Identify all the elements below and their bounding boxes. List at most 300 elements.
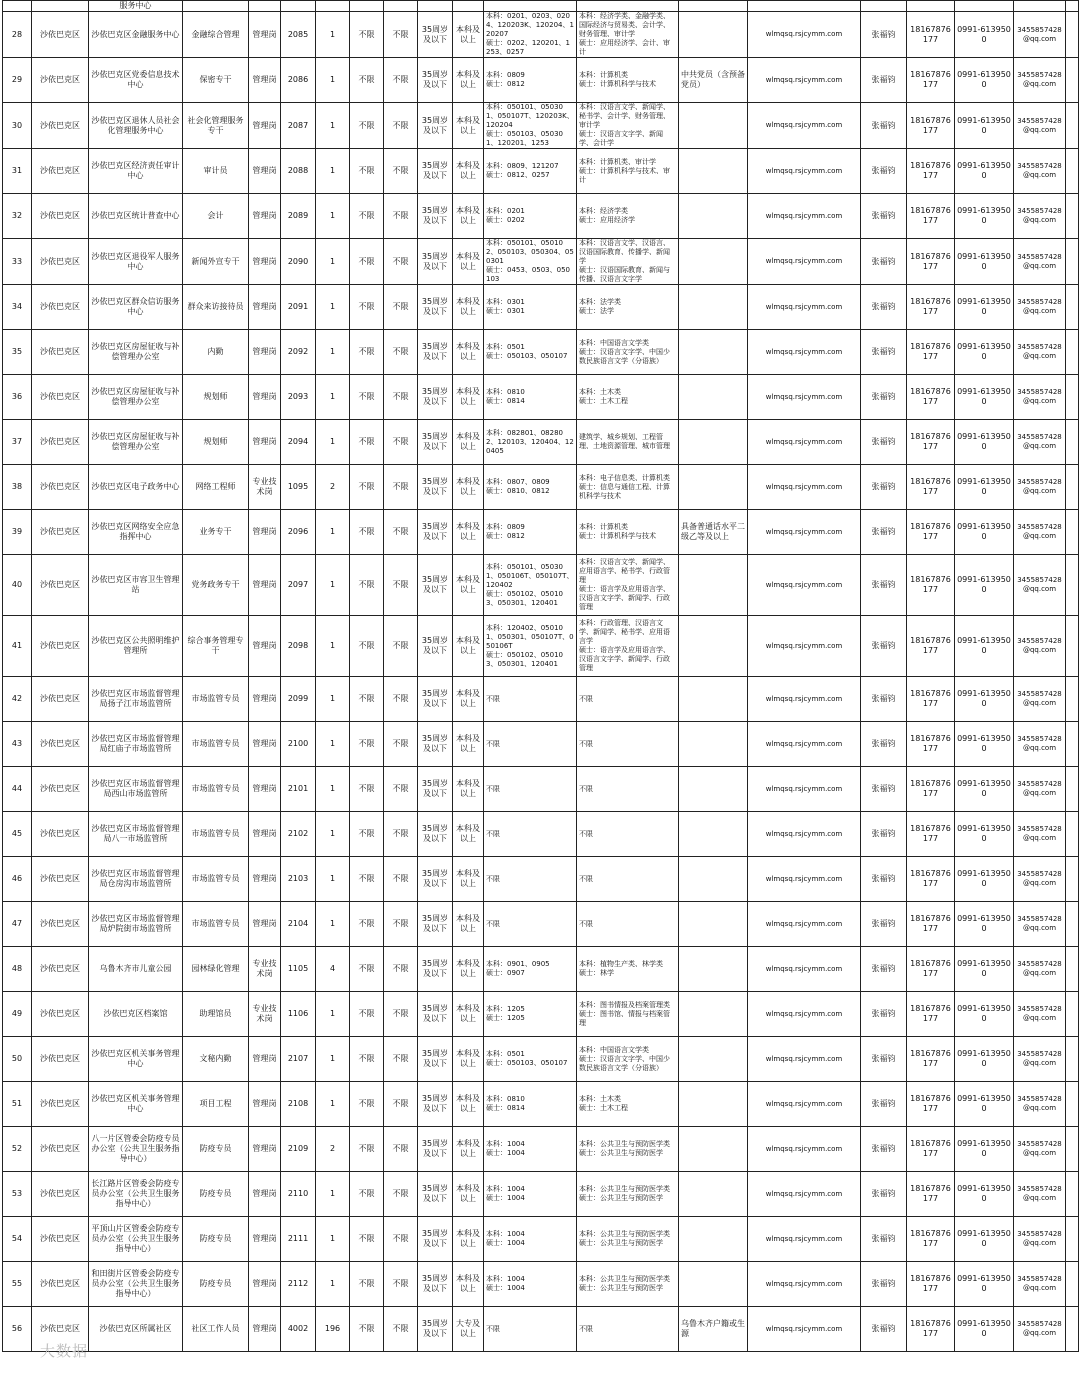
phone-cell: 0991-6139500 [955, 1082, 1014, 1127]
requirement-cell: 不限 [350, 510, 384, 555]
mobile-cell: 18167876177 [907, 1217, 955, 1262]
qq-email-cell: 3455857428@qq.com [1014, 947, 1066, 992]
mobile-cell: 18167876177 [907, 12, 955, 58]
major-code-cell: 不限 [484, 722, 577, 767]
phone-cell: 0991-6139500 [955, 285, 1014, 330]
post-code-cell: 2090 [281, 239, 316, 285]
age-cell: 35周岁及以下 [418, 1217, 453, 1262]
requirement-cell: 不限 [384, 465, 418, 510]
post-code-cell: 4002 [281, 1307, 316, 1352]
major-code-cell: 本科：0301 硕士：0301 [484, 285, 577, 330]
mobile-cell: 18167876177 [907, 722, 955, 767]
qq-email-cell: 3455857428@qq.com [1014, 722, 1066, 767]
post-type-cell: 管理岗 [249, 616, 281, 677]
post-type-cell: 管理岗 [249, 1172, 281, 1217]
edge-cell [1066, 767, 1079, 812]
post-cell: 防疫专员 [183, 1262, 249, 1307]
contact-cell: 张福钧 [861, 1217, 907, 1262]
headcount-cell: 1 [316, 103, 350, 149]
row-number: 30 [3, 103, 32, 149]
contact-cell: 张福钧 [861, 902, 907, 947]
requirement-cell: 不限 [350, 239, 384, 285]
education-cell: 本科及以上 [453, 1262, 484, 1307]
major-code-cell: 不限 [484, 812, 577, 857]
major-code-cell: 不限 [484, 677, 577, 722]
post-type-cell: 管理岗 [249, 12, 281, 58]
requirement-cell: 不限 [384, 58, 418, 103]
mobile-cell: 18167876177 [907, 58, 955, 103]
headcount-cell: 1 [316, 1217, 350, 1262]
edge-cell [1066, 1262, 1079, 1307]
unit-cell: 沙依巴克区市场监督管理局扬子江市场监管所 [89, 677, 183, 722]
requirement-cell: 不限 [350, 194, 384, 239]
row-number: 40 [3, 555, 32, 616]
table-row [3, 194, 1079, 239]
education-cell: 本科及以上 [453, 616, 484, 677]
major-name-cell: 本科：电子信息类、计算机类 硕士：信息与通信工程、计算机科学与技术 [577, 465, 679, 510]
area-cell: 沙依巴克区 [32, 1082, 89, 1127]
qq-email-cell: 3455857428@qq.com [1014, 1307, 1066, 1352]
requirement-cell: 不限 [350, 812, 384, 857]
area-cell: 沙依巴克区 [32, 1217, 89, 1262]
contact-cell: 张福钧 [861, 767, 907, 812]
education-cell: 本科及以上 [453, 677, 484, 722]
area-cell: 沙依巴克区 [32, 1127, 89, 1172]
headcount-cell: 1 [316, 510, 350, 555]
major-name-cell: 本科：图书情报及档案管理类 硕士：图书馆、情报与档案管理 [577, 992, 679, 1037]
requirement-cell: 不限 [384, 722, 418, 767]
requirement-cell: 不限 [384, 947, 418, 992]
post-type-cell: 管理岗 [249, 285, 281, 330]
post-code-cell: 2094 [281, 420, 316, 465]
table-row [3, 767, 1079, 812]
table-row [3, 1262, 1079, 1307]
post-type-cell: 管理岗 [249, 812, 281, 857]
contact-cell: 张福钧 [861, 1082, 907, 1127]
post-type-cell: 专业技术岗 [249, 465, 281, 510]
post-code-cell: 2089 [281, 194, 316, 239]
phone-cell: 0991-6139500 [955, 510, 1014, 555]
contact-cell: 张福钧 [861, 677, 907, 722]
major-name-cell: 本科：公共卫生与预防医学类 硕士：公共卫生与预防医学 [577, 1172, 679, 1217]
qq-email-cell: 3455857428@qq.com [1014, 767, 1066, 812]
age-cell: 35周岁及以下 [418, 902, 453, 947]
area-cell: 沙依巴克区 [32, 1307, 89, 1352]
table-row [3, 58, 1079, 103]
contact-cell: 张福钧 [861, 616, 907, 677]
post-cell: 社区工作人员 [183, 1307, 249, 1352]
contact-cell: 张福钧 [861, 103, 907, 149]
qq-email-cell: 3455857428@qq.com [1014, 285, 1066, 330]
post-code-cell: 2110 [281, 1172, 316, 1217]
post-cell: 群众来访接待员 [183, 285, 249, 330]
mobile-cell: 18167876177 [907, 149, 955, 194]
post-cell: 防疫专员 [183, 1217, 249, 1262]
headcount-cell: 1 [316, 812, 350, 857]
email-cell: wlmqsq.rsjcymm.com [748, 465, 861, 510]
post-cell: 网络工程师 [183, 465, 249, 510]
other-requirement-cell [679, 149, 748, 194]
post-type-cell: 管理岗 [249, 239, 281, 285]
area-cell: 沙依巴克区 [32, 767, 89, 812]
post-type-cell: 管理岗 [249, 1037, 281, 1082]
requirement-cell: 不限 [350, 555, 384, 616]
headcount-cell: 1 [316, 902, 350, 947]
table-row [3, 1127, 1079, 1172]
row-number: 44 [3, 767, 32, 812]
requirement-cell: 不限 [384, 420, 418, 465]
headcount-cell: 1 [316, 1082, 350, 1127]
requirement-cell: 不限 [384, 812, 418, 857]
major-name-cell: 本科：计算机类 硕士：计算机科学与技术 [577, 510, 679, 555]
requirement-cell: 不限 [384, 149, 418, 194]
area-cell: 沙依巴克区 [32, 149, 89, 194]
table-row [3, 465, 1079, 510]
edge-cell [1066, 375, 1079, 420]
edge-cell [1066, 1037, 1079, 1082]
phone-cell: 0991-6139500 [955, 902, 1014, 947]
other-requirement-cell [679, 812, 748, 857]
unit-cell: 沙依巴克区所属社区 [89, 1307, 183, 1352]
email-cell: wlmqsq.rsjcymm.com [748, 1262, 861, 1307]
education-cell: 本科及以上 [453, 1172, 484, 1217]
email-cell: wlmqsq.rsjcymm.com [748, 677, 861, 722]
post-cell: 市场监管专员 [183, 812, 249, 857]
major-code-cell: 不限 [484, 1307, 577, 1352]
age-cell: 35周岁及以下 [418, 285, 453, 330]
major-name-cell: 本科：土木类 硕士：土木工程 [577, 1082, 679, 1127]
mobile-cell: 18167876177 [907, 1307, 955, 1352]
email-cell: wlmqsq.rsjcymm.com [748, 375, 861, 420]
unit-cell: 沙依巴克区公共照明维护管理所 [89, 616, 183, 677]
major-code-cell: 本科：1004 硕士：1004 [484, 1262, 577, 1307]
requirement-cell: 不限 [384, 902, 418, 947]
email-cell: wlmqsq.rsjcymm.com [748, 616, 861, 677]
post-cell: 防疫专员 [183, 1172, 249, 1217]
major-code-cell: 本科：0810 硕士：0814 [484, 1082, 577, 1127]
other-requirement-cell [679, 1172, 748, 1217]
post-type-cell: 管理岗 [249, 1217, 281, 1262]
requirement-cell: 不限 [384, 194, 418, 239]
contact-cell: 张福钧 [861, 1172, 907, 1217]
edge-cell [1066, 58, 1079, 103]
row-number: 50 [3, 1037, 32, 1082]
requirement-cell: 不限 [384, 992, 418, 1037]
education-cell: 本科及以上 [453, 902, 484, 947]
requirement-cell: 不限 [350, 1307, 384, 1352]
education-cell: 本科及以上 [453, 12, 484, 58]
post-code-cell: 2104 [281, 902, 316, 947]
table-row [3, 239, 1079, 285]
other-requirement-cell [679, 103, 748, 149]
area-cell: 沙依巴克区 [32, 555, 89, 616]
edge-cell [1066, 947, 1079, 992]
unit-cell: 长江路片区管委会防疫专员办公室（公共卫生服务指导中心） [89, 1172, 183, 1217]
unit-cell: 沙依巴克区经济责任审计中心 [89, 149, 183, 194]
education-cell: 本科及以上 [453, 555, 484, 616]
major-code-cell: 不限 [484, 902, 577, 947]
other-requirement-cell [679, 767, 748, 812]
area-cell: 沙依巴克区 [32, 992, 89, 1037]
qq-email-cell: 3455857428@qq.com [1014, 1262, 1066, 1307]
education-cell: 本科及以上 [453, 103, 484, 149]
email-cell: wlmqsq.rsjcymm.com [748, 103, 861, 149]
major-code-cell: 本科：1004 硕士：1004 [484, 1217, 577, 1262]
mobile-cell: 18167876177 [907, 420, 955, 465]
other-requirement-cell [679, 1217, 748, 1262]
headcount-cell: 1 [316, 330, 350, 375]
unit-cell: 沙依巴克区机关事务管理中心 [89, 1082, 183, 1127]
other-requirement-cell [679, 722, 748, 767]
row-number: 47 [3, 902, 32, 947]
requirement-cell: 不限 [384, 1307, 418, 1352]
contact-cell: 张福钧 [861, 1262, 907, 1307]
other-requirement-cell [679, 420, 748, 465]
post-type-cell: 管理岗 [249, 1307, 281, 1352]
post-code-cell: 2112 [281, 1262, 316, 1307]
phone-cell: 0991-6139500 [955, 812, 1014, 857]
email-cell: wlmqsq.rsjcymm.com [748, 1037, 861, 1082]
major-code-cell: 本科：0809 硕士：0812 [484, 58, 577, 103]
mobile-cell: 18167876177 [907, 992, 955, 1037]
post-type-cell: 管理岗 [249, 510, 281, 555]
headcount-cell: 1 [316, 555, 350, 616]
major-code-cell: 不限 [484, 767, 577, 812]
requirement-cell: 不限 [350, 767, 384, 812]
post-cell: 助理馆员 [183, 992, 249, 1037]
post-cell: 文秘内勤 [183, 1037, 249, 1082]
unit-cell: 沙依巴克区房屋征收与补偿管理办公室 [89, 420, 183, 465]
post-cell: 内勤 [183, 330, 249, 375]
other-requirement-cell: 乌鲁木齐户籍或生源 [679, 1307, 748, 1352]
phone-cell: 0991-6139500 [955, 103, 1014, 149]
contact-cell: 张福钧 [861, 285, 907, 330]
major-code-cell: 本科：1004 硕士：1004 [484, 1172, 577, 1217]
table-row [3, 1037, 1079, 1082]
contact-cell: 张福钧 [861, 194, 907, 239]
area-cell: 沙依巴克区 [32, 420, 89, 465]
unit-cell: 沙依巴克区退休人员社会化管理服务中心 [89, 103, 183, 149]
contact-cell: 张福钧 [861, 375, 907, 420]
phone-cell: 0991-6139500 [955, 616, 1014, 677]
contact-cell: 张福钧 [861, 330, 907, 375]
post-type-cell: 管理岗 [249, 1082, 281, 1127]
qq-email-cell: 3455857428@qq.com [1014, 149, 1066, 194]
post-code-cell: 2092 [281, 330, 316, 375]
edge-cell [1066, 420, 1079, 465]
qq-email-cell: 3455857428@qq.com [1014, 857, 1066, 902]
table-row [3, 1082, 1079, 1127]
post-type-cell: 管理岗 [249, 58, 281, 103]
unit-cell: 沙依巴克区金融服务中心 [89, 12, 183, 58]
phone-cell: 0991-6139500 [955, 58, 1014, 103]
email-cell: wlmqsq.rsjcymm.com [748, 58, 861, 103]
email-cell: wlmqsq.rsjcymm.com [748, 420, 861, 465]
email-cell: wlmqsq.rsjcymm.com [748, 857, 861, 902]
education-cell: 本科及以上 [453, 1082, 484, 1127]
requirement-cell: 不限 [384, 1172, 418, 1217]
table-row [3, 330, 1079, 375]
row-number: 41 [3, 616, 32, 677]
row-number: 34 [3, 285, 32, 330]
post-code-cell: 2093 [281, 375, 316, 420]
post-cell: 园林绿化管理 [183, 947, 249, 992]
post-type-cell: 管理岗 [249, 722, 281, 767]
headcount-cell: 2 [316, 1127, 350, 1172]
requirement-cell: 不限 [350, 149, 384, 194]
headcount-cell: 1 [316, 677, 350, 722]
post-cell: 保密专干 [183, 58, 249, 103]
table-row [3, 510, 1079, 555]
other-requirement-cell [679, 857, 748, 902]
major-code-cell: 本科：0810 硕士：0814 [484, 375, 577, 420]
major-name-cell: 本科：公共卫生与预防医学类 硕士：公共卫生与预防医学 [577, 1217, 679, 1262]
age-cell: 35周岁及以下 [418, 992, 453, 1037]
unit-cell: 沙依巴克区市场监督管理局西山市场监管所 [89, 767, 183, 812]
table-row [3, 616, 1079, 677]
post-cell: 综合事务管理专干 [183, 616, 249, 677]
mobile-cell: 18167876177 [907, 510, 955, 555]
age-cell: 35周岁及以下 [418, 194, 453, 239]
other-requirement-cell [679, 555, 748, 616]
contact-cell: 张福钧 [861, 12, 907, 58]
edge-cell [1066, 616, 1079, 677]
requirement-cell: 不限 [384, 857, 418, 902]
major-name-cell: 本科：植物生产类、林学类 硕士：林学 [577, 947, 679, 992]
age-cell: 35周岁及以下 [418, 375, 453, 420]
post-code-cell: 1106 [281, 992, 316, 1037]
edge-cell [1066, 992, 1079, 1037]
post-type-cell: 管理岗 [249, 1262, 281, 1307]
area-cell: 沙依巴克区 [32, 722, 89, 767]
area-cell: 沙依巴克区 [32, 330, 89, 375]
age-cell: 35周岁及以下 [418, 510, 453, 555]
requirement-cell: 不限 [350, 465, 384, 510]
headcount-cell: 1 [316, 1172, 350, 1217]
email-cell: wlmqsq.rsjcymm.com [748, 947, 861, 992]
qq-email-cell: 3455857428@qq.com [1014, 1037, 1066, 1082]
phone-cell: 0991-6139500 [955, 1037, 1014, 1082]
post-type-cell: 管理岗 [249, 375, 281, 420]
education-cell: 本科及以上 [453, 722, 484, 767]
unit-cell: 沙依巴克区市场监督管理局仓房沟市场监管所 [89, 857, 183, 902]
major-code-cell: 本科：120402、050101、050301、050107T、050106T 硕士：050102、050103、050301、120401 [484, 616, 577, 677]
qq-email-cell: 3455857428@qq.com [1014, 1127, 1066, 1172]
table-row [3, 555, 1079, 616]
major-name-cell: 不限 [577, 902, 679, 947]
phone-cell: 0991-6139500 [955, 1172, 1014, 1217]
post-cell: 金融综合管理 [183, 12, 249, 58]
requirement-cell: 不限 [350, 1127, 384, 1172]
qq-email-cell: 3455857428@qq.com [1014, 992, 1066, 1037]
post-cell: 社会化管理服务专干 [183, 103, 249, 149]
table-row [3, 1307, 1079, 1352]
edge-cell [1066, 103, 1079, 149]
contact-cell: 张福钧 [861, 58, 907, 103]
watermark: 大数据 [40, 1342, 89, 1360]
qq-email-cell: 3455857428@qq.com [1014, 375, 1066, 420]
post-code-cell: 2102 [281, 812, 316, 857]
age-cell: 35周岁及以下 [418, 857, 453, 902]
post-type-cell: 管理岗 [249, 677, 281, 722]
phone-cell: 0991-6139500 [955, 677, 1014, 722]
mobile-cell: 18167876177 [907, 767, 955, 812]
qq-email-cell: 3455857428@qq.com [1014, 555, 1066, 616]
qq-email-cell: 3455857428@qq.com [1014, 103, 1066, 149]
post-code-cell: 2109 [281, 1127, 316, 1172]
age-cell: 35周岁及以下 [418, 465, 453, 510]
other-requirement-cell [679, 992, 748, 1037]
requirement-cell: 不限 [384, 1262, 418, 1307]
qq-email-cell: 3455857428@qq.com [1014, 1082, 1066, 1127]
education-cell: 本科及以上 [453, 58, 484, 103]
table-row [3, 149, 1079, 194]
qq-email-cell: 3455857428@qq.com [1014, 194, 1066, 239]
phone-cell: 0991-6139500 [955, 239, 1014, 285]
contact-cell: 张福钧 [861, 420, 907, 465]
mobile-cell: 18167876177 [907, 239, 955, 285]
mobile-cell: 18167876177 [907, 285, 955, 330]
post-code-cell: 2111 [281, 1217, 316, 1262]
post-code-cell: 2098 [281, 616, 316, 677]
unit-cell: 沙依巴克区网络安全应急指挥中心 [89, 510, 183, 555]
requirement-cell: 不限 [384, 285, 418, 330]
unit-cell: 沙依巴克区市场监督管理局炉院街市场监管所 [89, 902, 183, 947]
email-cell: wlmqsq.rsjcymm.com [748, 330, 861, 375]
requirement-cell: 不限 [350, 857, 384, 902]
headcount-cell: 1 [316, 285, 350, 330]
row-number: 45 [3, 812, 32, 857]
headcount-cell: 4 [316, 947, 350, 992]
row-number: 38 [3, 465, 32, 510]
requirement-cell: 不限 [350, 1217, 384, 1262]
phone-cell: 0991-6139500 [955, 1127, 1014, 1172]
post-code-cell: 2087 [281, 103, 316, 149]
unit-cell: 沙依巴克区群众信访服务中心 [89, 285, 183, 330]
top-cell-unit: 服务中心 [89, 1, 183, 12]
email-cell: wlmqsq.rsjcymm.com [748, 239, 861, 285]
age-cell: 35周岁及以下 [418, 330, 453, 375]
age-cell: 35周岁及以下 [418, 12, 453, 58]
post-type-cell: 专业技术岗 [249, 992, 281, 1037]
headcount-cell: 1 [316, 239, 350, 285]
top-partial-row [3, 1, 1079, 12]
headcount-cell: 1 [316, 375, 350, 420]
age-cell: 35周岁及以下 [418, 1037, 453, 1082]
education-cell: 本科及以上 [453, 149, 484, 194]
education-cell: 本科及以上 [453, 1217, 484, 1262]
edge-cell [1066, 677, 1079, 722]
phone-cell: 0991-6139500 [955, 857, 1014, 902]
table-row [3, 1217, 1079, 1262]
qq-email-cell: 3455857428@qq.com [1014, 420, 1066, 465]
mobile-cell: 18167876177 [907, 857, 955, 902]
row-number: 28 [3, 12, 32, 58]
requirement-cell: 不限 [350, 992, 384, 1037]
post-type-cell: 管理岗 [249, 857, 281, 902]
requirement-cell: 不限 [384, 767, 418, 812]
row-number: 37 [3, 420, 32, 465]
table-row [3, 902, 1079, 947]
post-code-cell: 2108 [281, 1082, 316, 1127]
mobile-cell: 18167876177 [907, 1037, 955, 1082]
post-type-cell: 管理岗 [249, 1127, 281, 1172]
post-type-cell: 专业技术岗 [249, 947, 281, 992]
post-cell: 审计员 [183, 149, 249, 194]
other-requirement-cell [679, 1262, 748, 1307]
row-number: 56 [3, 1307, 32, 1352]
area-cell: 沙依巴克区 [32, 510, 89, 555]
